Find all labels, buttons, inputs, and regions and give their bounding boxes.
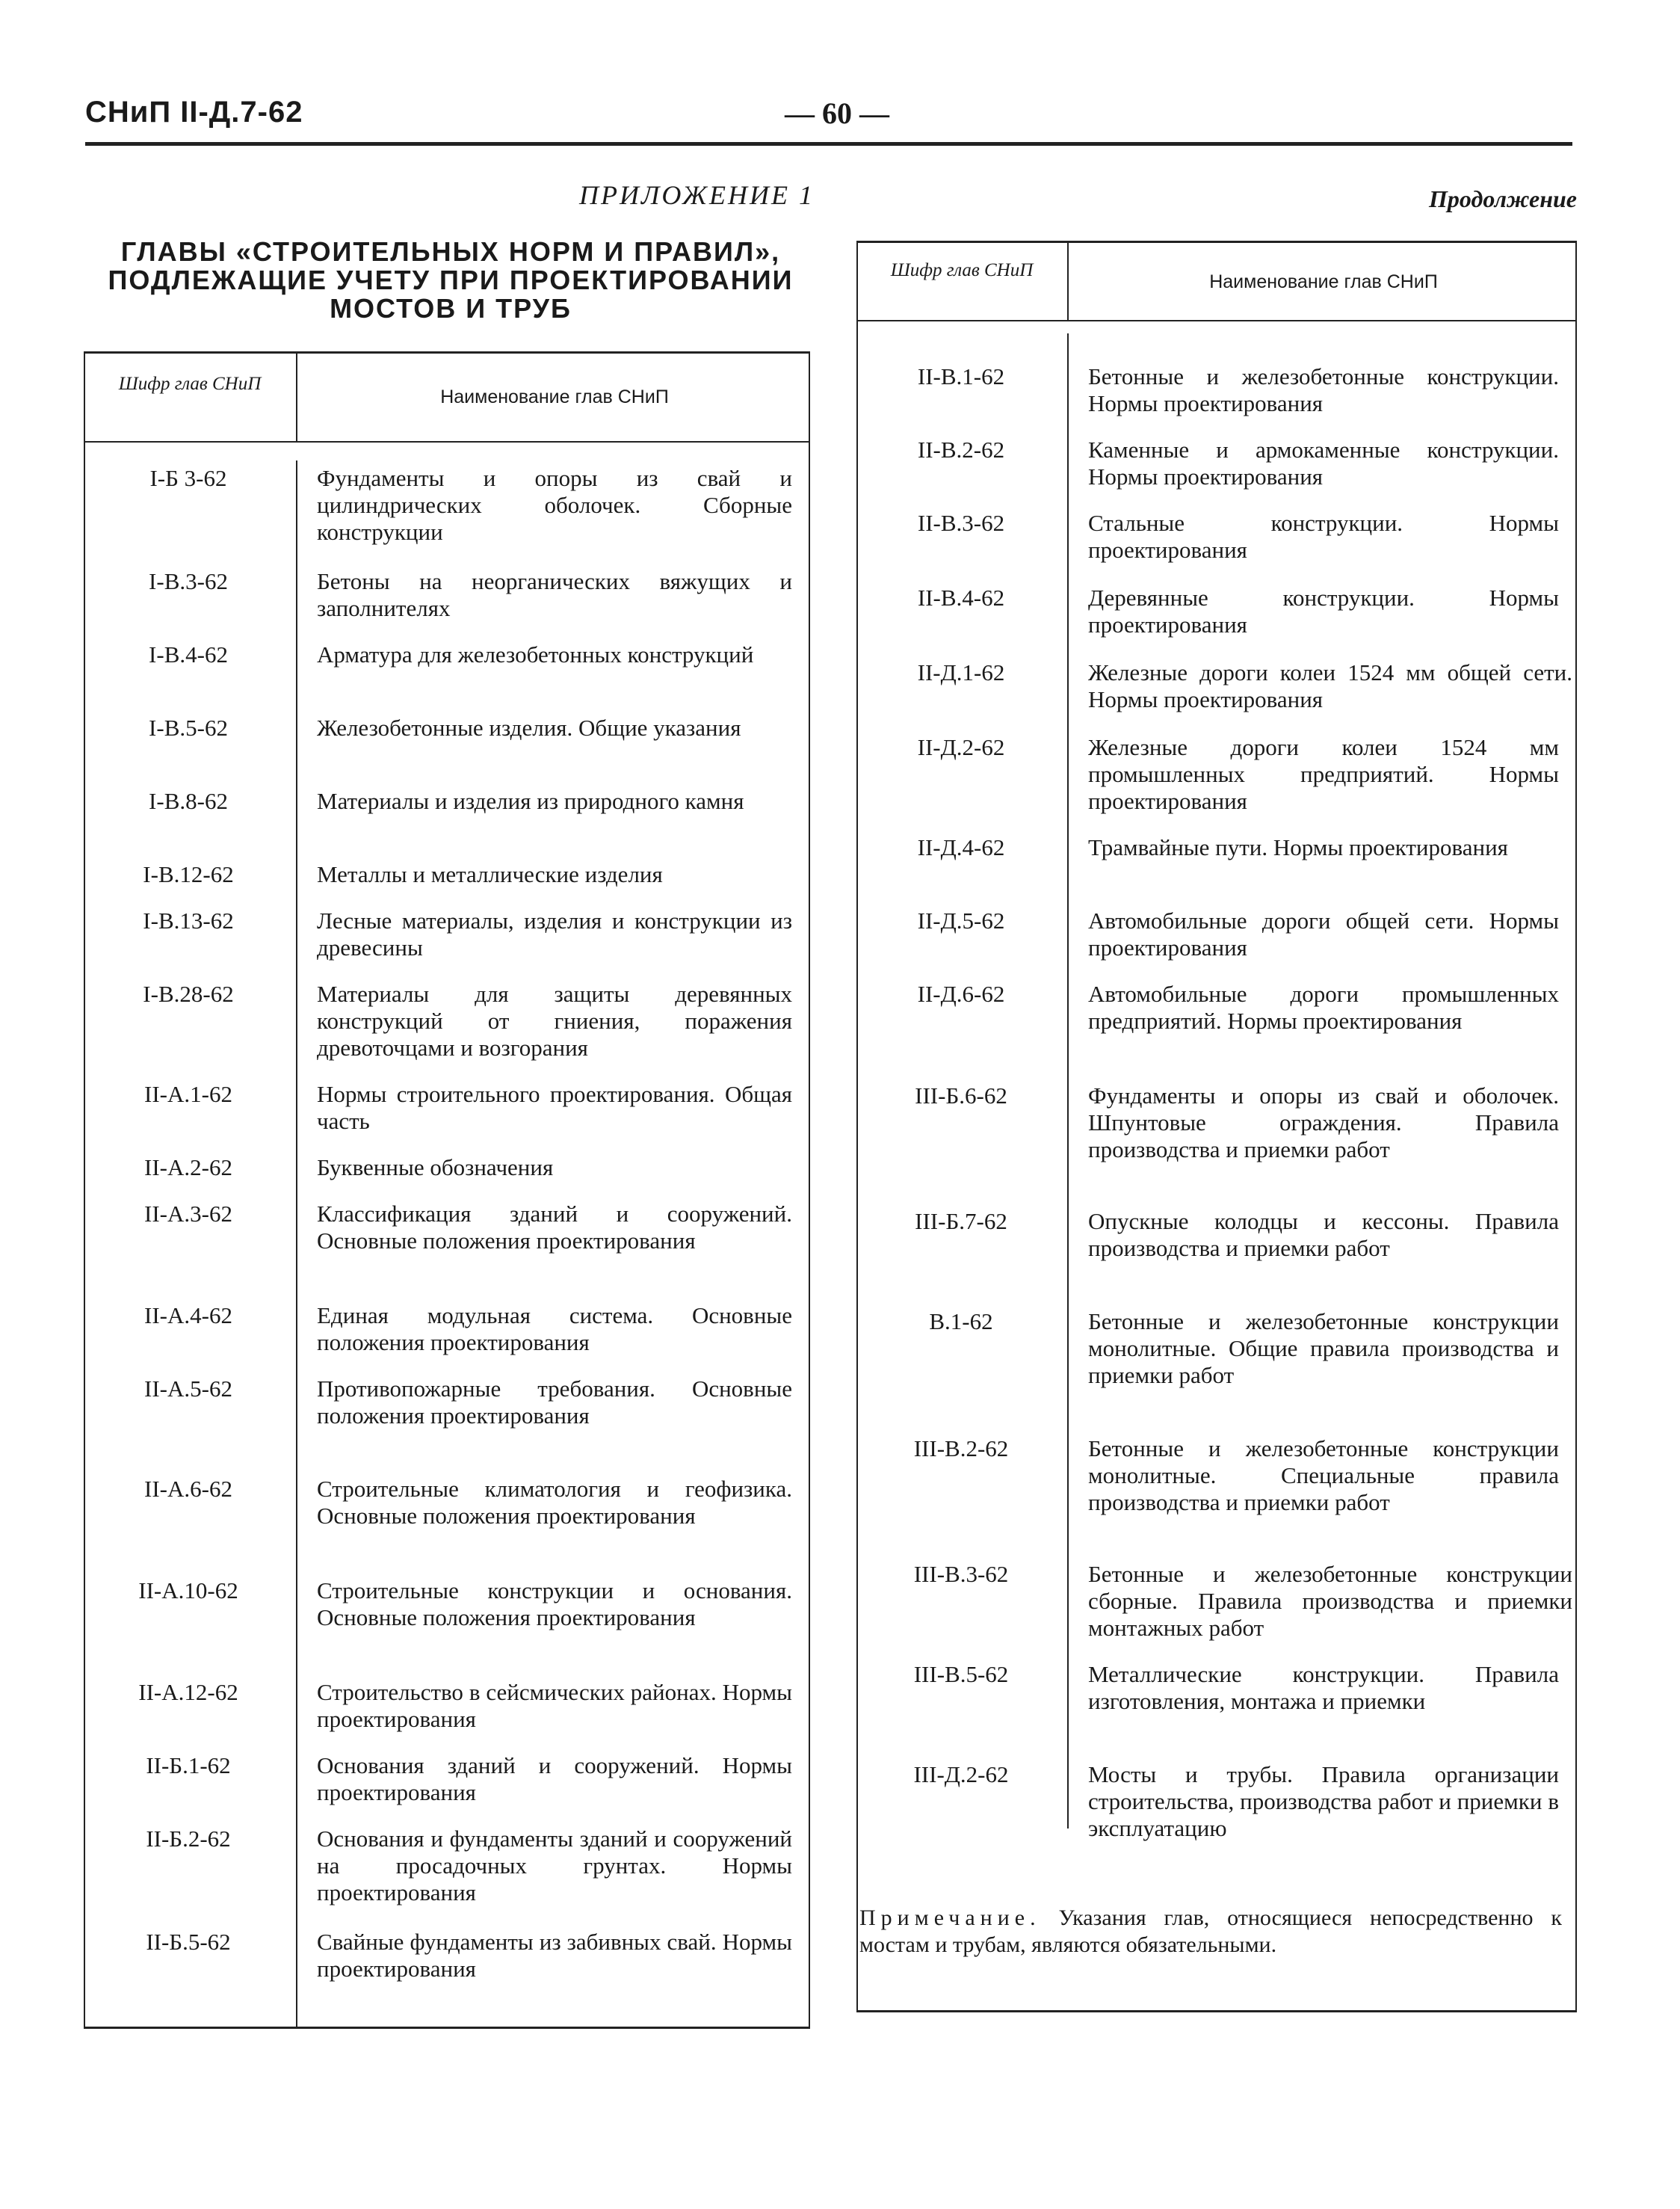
table-row-code: II-А.12-62 bbox=[138, 1679, 238, 1705]
table-row-name: Фундаменты и опоры из свай и оболочек. Шпунтовые ограждения. Правила производства и приемки работ bbox=[1088, 1082, 1559, 1162]
table-row-name: Единая модульная система. Основные положения проектирования bbox=[317, 1302, 792, 1355]
right-header-code: Шифр глав СНиП bbox=[890, 260, 1034, 280]
table-row-name: Каменные и армокаменные конструкции. Нормы проектирования bbox=[1088, 437, 1559, 490]
page-number: — 60 — bbox=[785, 96, 889, 130]
table-row-name: Фундаменты и опоры из свай и цилиндрических оболочек. Сборные конструкции bbox=[317, 465, 792, 545]
table-row-code: III-В.2-62 bbox=[913, 1435, 1009, 1461]
continued-label: Продолжение bbox=[1429, 185, 1577, 212]
table-row-code: III-В.3-62 bbox=[913, 1561, 1009, 1587]
left-table bbox=[84, 351, 810, 2029]
table-row-code: II-А.5-62 bbox=[144, 1375, 232, 1402]
table-row-name: Материалы для защиты деревянных конструкций от гниения, поражения древоточцами и возгорания bbox=[317, 981, 792, 1061]
table-row-name: Бетонные и железобетонные конструкции монолитные. Общие правила производства и приемки работ bbox=[1088, 1308, 1559, 1388]
right-header-name: Наименование глав СНиП bbox=[1209, 271, 1438, 292]
table-row-name: Металлы и металлические изделия bbox=[317, 861, 663, 887]
table-row-name: Строительство в сейсмических районах. Нормы проектирования bbox=[317, 1679, 792, 1732]
table-row-code: II-Д.5-62 bbox=[917, 908, 1005, 934]
table-row-code: II-А.3-62 bbox=[144, 1201, 232, 1227]
table-row-code: I-В.13-62 bbox=[143, 908, 234, 934]
table-row-name: Классификация зданий и сооружений. Основные положения проектирования bbox=[317, 1201, 792, 1254]
table-row-code: II-Б.2-62 bbox=[146, 1826, 231, 1852]
table-row-name: Арматура для железобетонных конструкций bbox=[317, 641, 754, 668]
header-doc-code: СНиП II-Д.7-62 bbox=[85, 96, 303, 129]
right-table bbox=[856, 241, 1577, 2012]
table-row-name: Металлические конструкции. Правила изготовления, монтажа и приемки bbox=[1088, 1661, 1559, 1714]
table-row-name: Деревянные конструкции. Нормы проектирования bbox=[1088, 585, 1559, 638]
appendix-label: ПРИЛОЖЕНИЕ 1 bbox=[579, 180, 815, 210]
table-row-name: Железные дороги колеи 1524 мм промышленных предприятий. Нормы проектирования bbox=[1088, 734, 1559, 814]
table-row-code: III-Б.7-62 bbox=[915, 1208, 1007, 1234]
table-row-name: Основания и фундаменты зданий и сооружений на просадочных грунтах. Нормы проектирования bbox=[317, 1826, 792, 1905]
table-row-code: I-В.5-62 bbox=[149, 715, 228, 741]
table-row-name: Свайные фундаменты из забивных свай. Нормы проектирования bbox=[317, 1929, 792, 1982]
table-row-code: III-В.5-62 bbox=[913, 1661, 1009, 1687]
table-row-code: II-Д.4-62 bbox=[917, 834, 1005, 860]
table-row-name: Строительные конструкции и основания. Основные положения проектирования bbox=[317, 1577, 792, 1630]
table-row-code: II-В.1-62 bbox=[917, 363, 1005, 389]
table-row-name: Стальные конструкции. Нормы проектирования bbox=[1088, 510, 1559, 563]
table-row-code: I-В.4-62 bbox=[149, 641, 228, 668]
table-row-code: III-Д.2-62 bbox=[913, 1761, 1009, 1787]
table-row-code: I-В.8-62 bbox=[149, 788, 228, 814]
table-row-code: I-В.3-62 bbox=[149, 568, 228, 594]
table-row-code: II-В.3-62 bbox=[917, 510, 1005, 536]
table-row-code: I-Б 3-62 bbox=[149, 465, 227, 491]
table-row-name: Материалы и изделия из природного камня bbox=[317, 788, 744, 814]
note-text: Указания глав, относящиеся непосредственно к мостам и трубам, являются обязательными. bbox=[859, 1905, 1562, 1957]
table-row-code: II-Д.2-62 bbox=[917, 734, 1005, 760]
table-row-name: Буквенные обозначения bbox=[317, 1154, 554, 1180]
table-row-code: II-Д.1-62 bbox=[917, 659, 1005, 686]
table-row-name: Железобетонные изделия. Общие указания bbox=[317, 715, 741, 741]
table-row-name: Мосты и трубы. Правила организации строительства, производства работ и приемки в эксплуатацию bbox=[1088, 1761, 1559, 1841]
table-row-name: Трамвайные пути. Нормы проектирования bbox=[1088, 834, 1508, 860]
table-row-code: I-В.28-62 bbox=[143, 981, 234, 1007]
table-row-code: II-В.2-62 bbox=[917, 437, 1005, 463]
table-row-name: Автомобильные дороги общей сети. Нормы проектирования bbox=[1088, 908, 1559, 961]
table-row-name: Противопожарные требования. Основные положения проектирования bbox=[317, 1375, 792, 1429]
table-row-name: Бетонные и железобетонные конструкции. Нормы проектирования bbox=[1088, 363, 1559, 416]
table-note bbox=[859, 1905, 1562, 1959]
table-row-name: Основания зданий и сооружений. Нормы проектирования bbox=[317, 1752, 792, 1805]
table-row-code: II-А.6-62 bbox=[144, 1476, 232, 1502]
table-row-name: Нормы строительного проектирования. Общая часть bbox=[317, 1081, 792, 1134]
table-row-name: Строительные климатология и геофизика. Основные положения проектирования bbox=[317, 1476, 792, 1529]
table-row-code: II-Д.6-62 bbox=[917, 981, 1005, 1007]
table-row-code: II-А.1-62 bbox=[144, 1081, 232, 1107]
table-row-code: II-Б.5-62 bbox=[146, 1929, 231, 1955]
table-row-code: I-В.12-62 bbox=[143, 861, 234, 887]
table-row-code: В.1-62 bbox=[929, 1308, 993, 1334]
note-label: Примечание. bbox=[859, 1905, 1041, 1930]
table-row-name: Бетонные и железобетонные конструкции монолитные. Специальные правила производства и приемки работ bbox=[1088, 1435, 1559, 1515]
table-row-code: II-А.2-62 bbox=[144, 1154, 232, 1180]
table-row-code: II-Б.1-62 bbox=[146, 1752, 231, 1778]
left-header-code: Шифр глав СНиП bbox=[118, 374, 262, 394]
table-row-code: II-А.10-62 bbox=[138, 1577, 238, 1603]
header-rule bbox=[85, 142, 1572, 146]
table-row-code: II-А.4-62 bbox=[144, 1302, 232, 1328]
table-row-code: III-Б.6-62 bbox=[915, 1082, 1007, 1109]
table-row-name: Бетоны на неорганических вяжущих и заполнителях bbox=[317, 568, 792, 621]
table-row-name: Автомобильные дороги промышленных предприятий. Нормы проектирования bbox=[1088, 981, 1559, 1034]
table-row-name: Опускные колодцы и кессоны. Правила производства и приемки работ bbox=[1088, 1208, 1559, 1261]
document-title: ГЛАВЫ «СТРОИТЕЛЬНЫХ НОРМ И ПРАВИЛ», ПОДЛЕЖАЩИЕ УЧЕТУ ПРИ ПРОЕКТИРОВАНИИ МОСТОВ И ТРУБ bbox=[108, 236, 794, 324]
table-row-code: II-В.4-62 bbox=[917, 585, 1005, 611]
left-header-name: Наименование глав СНиП bbox=[440, 386, 669, 407]
table-row-name: Железные дороги колеи 1524 мм общей сети. Нормы проектирования bbox=[1088, 659, 1572, 712]
table-row-name: Бетонные и железобетонные конструкции сборные. Правила производства и приемки монтажных работ bbox=[1088, 1561, 1572, 1641]
table-row-name: Лесные материалы, изделия и конструкции из древесины bbox=[317, 908, 792, 961]
